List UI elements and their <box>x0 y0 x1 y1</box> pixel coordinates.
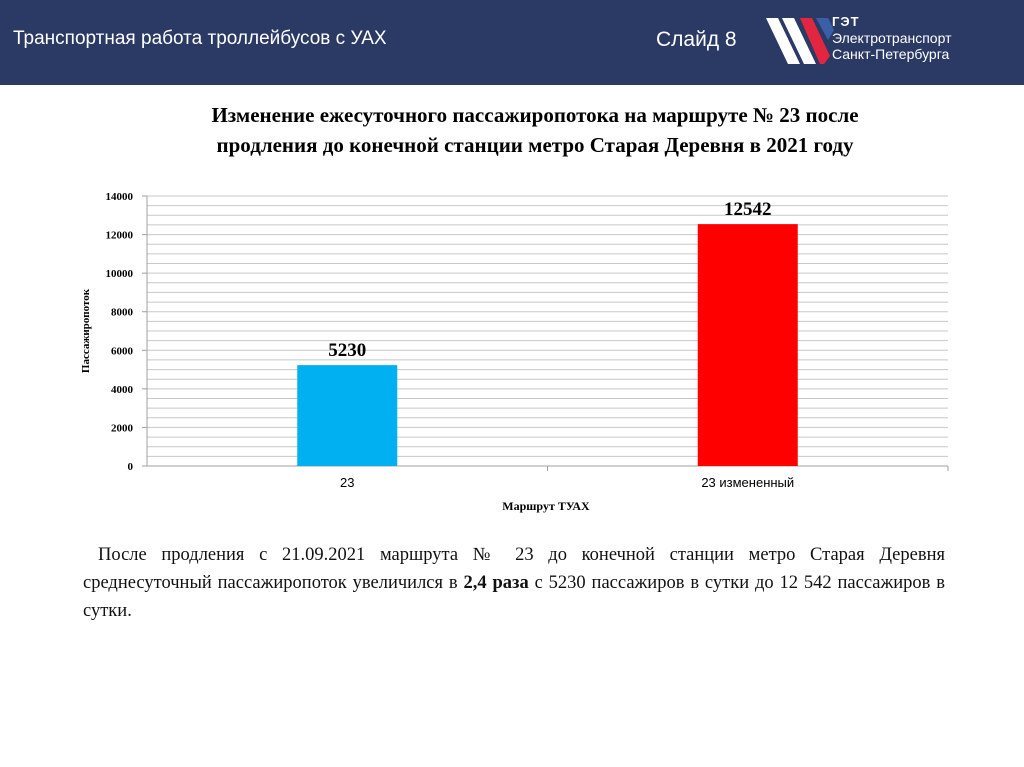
y-tick-label: 10000 <box>105 268 133 281</box>
caption-paragraph <box>83 541 945 625</box>
logo-line-2: Санкт-Петербурга <box>832 46 950 62</box>
y-tick-label: 2000 <box>111 422 133 435</box>
caption-text-2: с 5230 пассажиров в сутки до 12 542 пассажиров в сутки. <box>83 573 945 621</box>
y-tick-label: 12000 <box>105 229 133 242</box>
header-title: Транспортная работа троллейбусов с УАХ <box>13 28 387 49</box>
bar <box>698 224 798 466</box>
logo-line-1: Электротранспорт <box>832 30 952 46</box>
bar <box>297 365 397 466</box>
y-tick-label: 8000 <box>111 306 133 319</box>
caption-bold-ratio: 2,4 раза <box>463 573 529 593</box>
y-tick-label: 14000 <box>105 191 133 203</box>
caption-text-1: После продления с 21.09.2021 маршрута № 23 до конечной станции метро Старая Деревня среднесуточный пассажиропоток увеличился в <box>83 545 945 593</box>
logo-text <box>832 14 952 62</box>
y-tick-label: 4000 <box>111 383 133 396</box>
slide-header <box>0 0 1024 85</box>
slide-title-line-1: Изменение ежесуточного пассажиропотока на маршруте № 23 после <box>211 103 859 127</box>
slide-number: Слайд 8 <box>656 28 737 51</box>
y-tick-label: 0 <box>127 461 133 473</box>
x-tick-label: 23 измененный <box>701 475 795 490</box>
data-label: 12542 <box>724 199 772 221</box>
data-label: 5230 <box>328 340 367 362</box>
logo-abbreviation: ГЭТ <box>832 14 860 29</box>
y-tick-label: 6000 <box>111 345 133 358</box>
logo-stripes-icon <box>766 18 834 64</box>
x-tick-label: 23 <box>340 475 355 490</box>
y-axis-label: Пассажиропоток <box>80 288 92 374</box>
bar-chart <box>60 180 960 525</box>
grid-lines <box>147 196 948 466</box>
slide-title-line-2: продления до конечной станции метро Старая Деревня в 2021 году <box>216 133 854 157</box>
slide-title <box>100 100 970 160</box>
x-axis-label: Маршрут ТУАХ <box>502 499 590 513</box>
